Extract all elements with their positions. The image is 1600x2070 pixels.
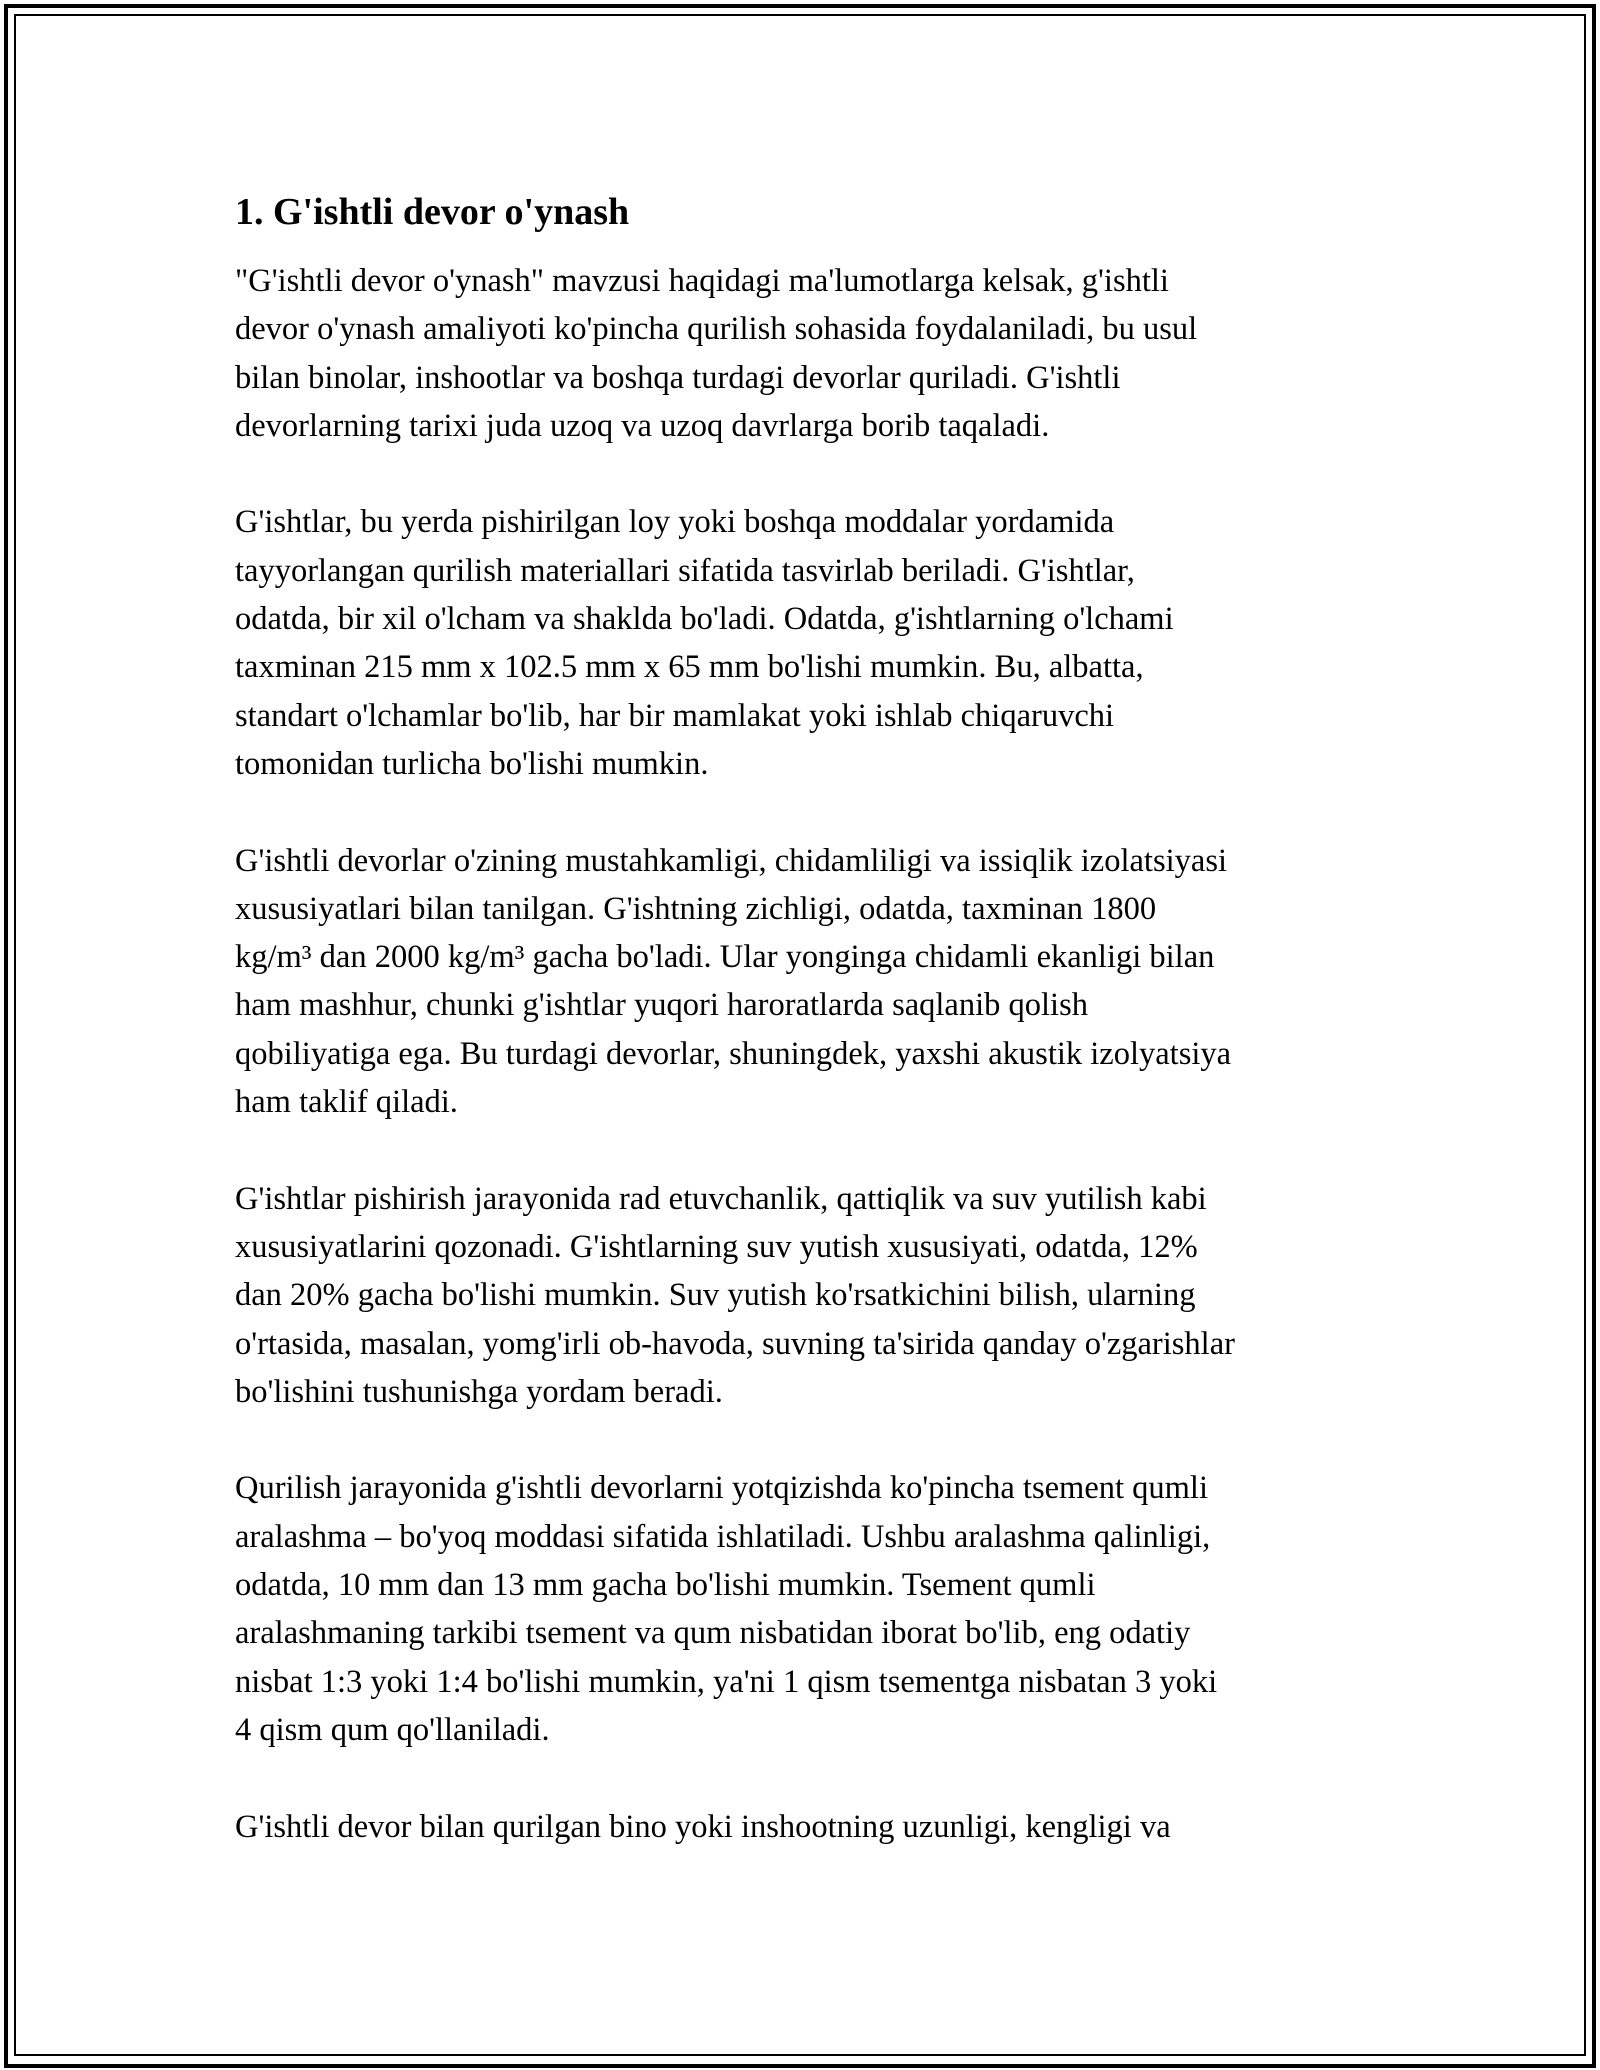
text-line: tayyorlangan qurilish materiallari sifatida tasvirlab beriladi. G'ishtlar, — [235, 552, 1135, 589]
text-line: nisbat 1:3 yoki 1:4 bo'lishi mumkin, ya'ni 1 qism tsementga nisbatan 3 yoki — [235, 1663, 1218, 1700]
paragraph — [235, 498, 1370, 788]
text-line: "G'ishtli devor o'ynash" mavzusi haqidagi ma'lumotlarga kelsak, g'ishtli — [235, 263, 1169, 299]
text-line: odatda, bir xil o'lcham va shaklda bo'ladi. Odatda, g'ishtlarning o'lchami — [235, 601, 1174, 638]
text-line: kg/m³ dan 2000 kg/m³ gacha bo'ladi. Ular yonginga chidamli ekanligi bilan — [235, 939, 1215, 976]
text-line: ham taklif qiladi. — [235, 1084, 458, 1121]
paragraph — [235, 257, 1370, 450]
paragraph — [235, 1175, 1370, 1416]
text-line: aralashma – bo'yoq moddasi sifatida ishlatiladi. Ushbu aralashma qalinligi, — [235, 1518, 1211, 1555]
text-line: tomonidan turlicha bo'lishi mumkin. — [235, 745, 709, 782]
text-line: taxminan 215 mm x 102.5 mm x 65 mm bo'lishi mumkin. Bu, albatta, — [235, 649, 1144, 686]
section-title: 1. G'ishtli devor o'ynash — [235, 191, 630, 233]
text-line: xususiyatlarini qozonadi. G'ishtlarning suv yutish xususiyati, odatda, 12% — [235, 1228, 1198, 1265]
paragraph — [235, 837, 1370, 1127]
text-line: bo'lishini tushunishga yordam beradi. — [235, 1373, 723, 1410]
text-line: ham mashhur, chunki g'ishtlar yuqori haroratlarda saqlanib qolish — [235, 987, 1088, 1024]
text-line: G'ishtli devor bilan qurilgan bino yoki inshootning uzunligi, kengligi va — [235, 1808, 1171, 1845]
text-line: dan 20% gacha bo'lishi mumkin. Suv yutish ko'rsatkichini bilish, ularning — [235, 1277, 1196, 1314]
text-line: devorlarning tarixi juda uzoq va uzoq davrlarga borib taqaladi. — [235, 407, 1050, 444]
text-line: qobiliyatiga ega. Bu turdagi devorlar, shuningdek, yaxshi akustik izolyatsiya — [235, 1035, 1232, 1072]
text-line: aralashmaning tarkibi tsement va qum nisbatidan iborat bo'lib, eng odatiy — [235, 1615, 1191, 1652]
text-line: 4 qism qum qo'llaniladi. — [235, 1711, 550, 1748]
paragraph — [235, 1803, 1370, 1851]
text-line: devor o'ynash amaliyoti ko'pincha qurilish sohasida foydalaniladi, bu usul — [235, 311, 1198, 348]
text-line: odatda, 10 mm dan 13 mm gacha bo'lishi mumkin. Tsement qumli — [235, 1567, 1096, 1604]
paragraph — [235, 1464, 1370, 1754]
text-line: G'ishtlar, bu yerda pishirilgan loy yoki boshqa moddalar yordamida — [235, 504, 1115, 541]
text-line: bilan binolar, inshootlar va boshqa turdagi devorlar quriladi. G'ishtli — [235, 359, 1121, 396]
text-line: standart o'lchamlar bo'lib, har bir mamlakat yoki ishlab chiqaruvchi — [235, 697, 1115, 734]
text-line: G'ishtlar pishirish jarayonida rad etuvchanlik, qattiqlik va suv yutilish kabi — [235, 1180, 1207, 1217]
text-line: G'ishtli devorlar o'zining mustahkamligi, chidamliligi va issiqlik izolatsiyasi — [235, 842, 1227, 879]
document-body — [235, 185, 1370, 1899]
paragraph-list — [235, 257, 1370, 1851]
text-line: o'rtasida, masalan, yomg'irli ob-havoda, suvning ta'sirida qanday o'zgarishlar — [235, 1325, 1235, 1362]
text-line: Qurilish jarayonida g'ishtli devorlarni yotqizishda ko'pincha tsement qumli — [235, 1470, 1208, 1507]
text-line: xususiyatlari bilan tanilgan. G'ishtning zichligi, odatda, taxminan 1800 — [235, 890, 1157, 927]
